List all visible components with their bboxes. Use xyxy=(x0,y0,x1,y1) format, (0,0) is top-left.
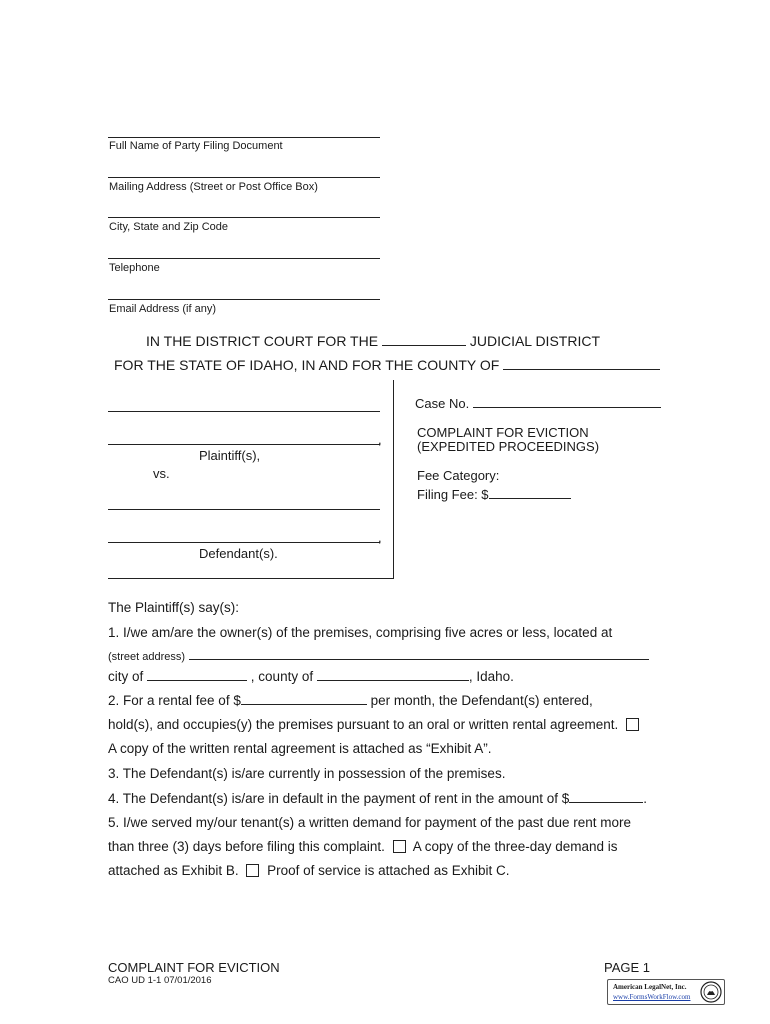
county-name-blank[interactable] xyxy=(317,669,469,681)
case-number-row xyxy=(415,396,661,411)
court-heading-post: JUDICIAL DISTRICT xyxy=(469,333,600,349)
court-heading-pre: IN THE DISTRICT COURT FOR THE xyxy=(146,333,379,349)
full-name-line[interactable] xyxy=(108,137,380,138)
exhibit-a-checkbox[interactable] xyxy=(626,718,639,731)
court-heading-line2 xyxy=(114,357,660,373)
county-of-label: , county of xyxy=(250,669,314,684)
rental-fee-label: 2. For a rental fee of $ xyxy=(108,693,241,708)
telephone-label: Telephone xyxy=(109,262,160,274)
three-day-demand-text: A copy of the three-day demand is xyxy=(412,839,618,854)
paragraph-5-line3 xyxy=(108,863,509,878)
idaho-label: , Idaho. xyxy=(468,669,514,684)
plaintiff-name-line-1[interactable] xyxy=(108,411,380,412)
exhibit-c-checkbox[interactable] xyxy=(246,864,259,877)
defendant-label: Defendant(s). xyxy=(199,546,278,561)
rental-fee-post: per month, the Defendant(s) entered, xyxy=(370,693,593,708)
plaintiff-comma: , xyxy=(378,432,382,447)
footer-code: CAO UD 1-1 07/01/2016 xyxy=(108,975,212,986)
case-number-label: Case No. xyxy=(415,396,470,411)
paragraph-2-line2 xyxy=(108,717,643,732)
street-address-label: (street address) xyxy=(108,651,186,663)
rental-agreement-text: hold(s), and occupies(y) the premises pursuant to an oral or written rental agreement. xyxy=(108,717,619,732)
case-number-blank[interactable] xyxy=(473,396,661,408)
full-name-label: Full Name of Party Filing Document xyxy=(109,140,283,152)
rent-default-blank[interactable] xyxy=(569,791,643,803)
exhibit-b-checkbox[interactable] xyxy=(393,840,406,853)
city-blank[interactable] xyxy=(147,669,247,681)
vendor-name: American LegalNet, Inc. xyxy=(613,983,687,991)
street-address-blank[interactable] xyxy=(189,648,649,660)
paragraph-2-line3: A copy of the written rental agreement is attached as “Exhibit A”. xyxy=(108,741,492,756)
filing-fee-blank[interactable] xyxy=(489,487,571,499)
paragraph-5-line1: 5. I/we served my/our tenant(s) a written demand for payment of the past due rent more xyxy=(108,815,632,830)
county-heading: FOR THE STATE OF IDAHO, IN AND FOR THE COUNTY OF xyxy=(114,357,500,373)
caption-bottom-border xyxy=(108,578,394,579)
defendant-name-line-2[interactable] xyxy=(108,542,380,543)
mailing-address-line[interactable] xyxy=(108,177,380,178)
fee-category-label: Fee Category: xyxy=(417,468,500,483)
footer-title: COMPLAINT FOR EVICTION xyxy=(108,960,280,975)
page-number: PAGE 1 xyxy=(604,960,651,975)
telephone-line[interactable] xyxy=(108,258,380,259)
city-state-zip-line[interactable] xyxy=(108,217,380,218)
email-label: Email Address (if any) xyxy=(109,303,216,315)
filing-fee-row xyxy=(417,487,571,502)
document-title-line1: COMPLAINT FOR EVICTION xyxy=(417,425,589,440)
document-title-line2: (EXPEDITED PROCEEDINGS) xyxy=(417,439,600,454)
exhibit-b-text: attached as Exhibit B. xyxy=(108,863,239,878)
city-county-row xyxy=(108,669,514,684)
vs-label: vs. xyxy=(153,466,170,481)
vendor-url[interactable]: www.FormsWorkFlow.com xyxy=(613,993,691,1001)
proof-of-service-text: Proof of service is attached as Exhibit C. xyxy=(267,863,510,878)
city-of-label: city of xyxy=(108,669,144,684)
vendor-logo xyxy=(607,979,725,1005)
street-address-row xyxy=(108,647,649,665)
defendant-comma: , xyxy=(378,530,382,545)
intro-text: The Plaintiff(s) say(s): xyxy=(108,600,240,615)
paragraph-5-line2 xyxy=(108,839,618,854)
rental-fee-blank[interactable] xyxy=(241,693,367,705)
plaintiff-label: Plaintiff(s), xyxy=(199,448,261,463)
three-day-text: than three (3) days before filing this complaint. xyxy=(108,839,385,854)
paragraph-1: 1. I/we am/are the owner(s) of the premises, comprising five acres or less, located at xyxy=(108,625,613,640)
court-heading-line1 xyxy=(146,333,600,349)
caption-divider xyxy=(393,380,394,579)
paragraph-2-line1 xyxy=(108,693,593,708)
paragraph-3: 3. The Defendant(s) is/are currently in possession of the premises. xyxy=(108,766,506,781)
seal-icon xyxy=(700,981,722,1003)
email-line[interactable] xyxy=(108,299,380,300)
judicial-district-blank[interactable] xyxy=(382,334,466,346)
county-blank[interactable] xyxy=(503,358,660,370)
mailing-address-label: Mailing Address (Street or Post Office Box) xyxy=(109,181,318,193)
paragraph-4 xyxy=(108,791,647,806)
defendant-name-line-1[interactable] xyxy=(108,509,380,510)
plaintiff-name-line-2[interactable] xyxy=(108,444,380,445)
rent-default-period: . xyxy=(643,791,648,806)
filing-fee-label: Filing Fee: $ xyxy=(417,487,489,502)
city-state-zip-label: City, State and Zip Code xyxy=(109,221,229,233)
rent-default-label: 4. The Defendant(s) is/are in default in the payment of rent in the amount of $ xyxy=(108,791,570,806)
